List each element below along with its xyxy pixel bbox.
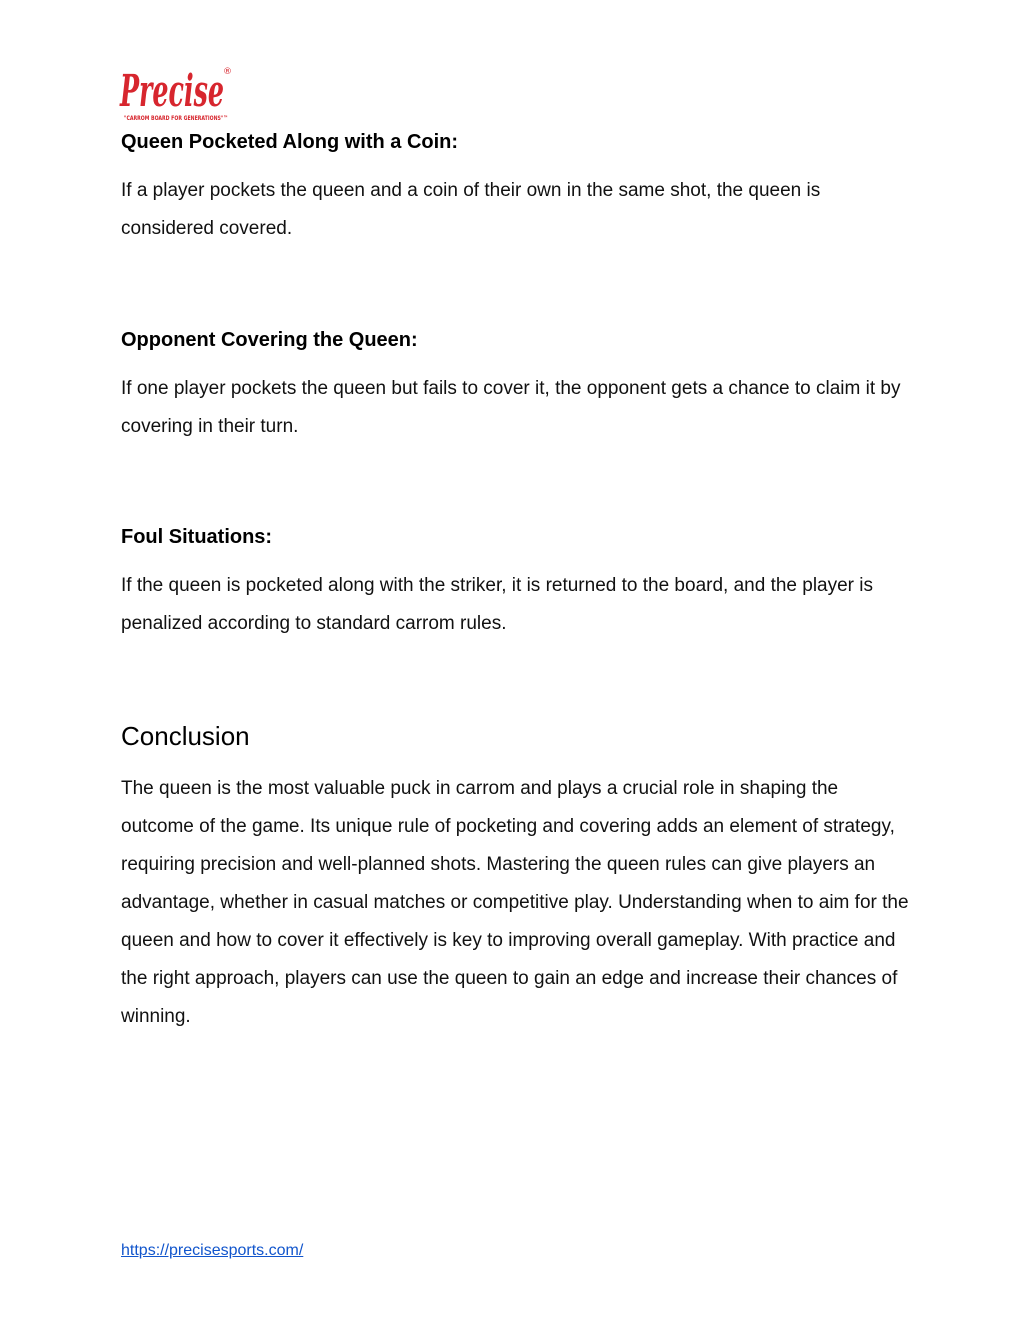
article-content xyxy=(121,128,911,1036)
section-heading-foul-situations: Foul Situations: xyxy=(121,526,273,548)
precise-logo xyxy=(118,58,236,124)
logo-brand-text: Precise xyxy=(118,66,224,117)
section-paragraph-queen-coin: If a player pockets the queen and a coin of their own in the same shot, the queen is considered covered. xyxy=(121,180,821,239)
section-heading-queen-coin: Queen Pocketed Along with a Coin: xyxy=(121,131,459,153)
section-paragraph-opponent-covering: If one player pockets the queen but fails to cover it, the opponent gets a chance to claim it by covering in their turn. xyxy=(121,378,901,437)
section-heading-opponent-covering: Opponent Covering the Queen: xyxy=(121,329,418,351)
section-paragraph-foul-situations: If the queen is pocketed along with the striker, it is returned to the board, and the player is penalized according to standard carrom rules. xyxy=(121,575,874,634)
website-link[interactable]: https://precisesports.com/ xyxy=(121,1242,304,1259)
logo-tagline: "CARROM BOARD FOR GENERATIONS"™ xyxy=(124,115,228,122)
conclusion-paragraph: The queen is the most valuable puck in carrom and plays a crucial role in shaping the outcome of the game. Its unique rule of pocketing and covering adds an element of strategy, requiring precision and well-planned shots. Mastering the queen rules can give players an advantage, whether in casual matches or competitive play. Understanding when to aim for the queen and how to cover it effectively is key to improving overall gameplay. With practice and the right approach, players can use the queen to gain an edge and increase their chances of winning. xyxy=(121,778,909,1027)
logo-registered-mark: ® xyxy=(223,67,232,77)
conclusion-heading: Conclusion xyxy=(121,721,250,751)
